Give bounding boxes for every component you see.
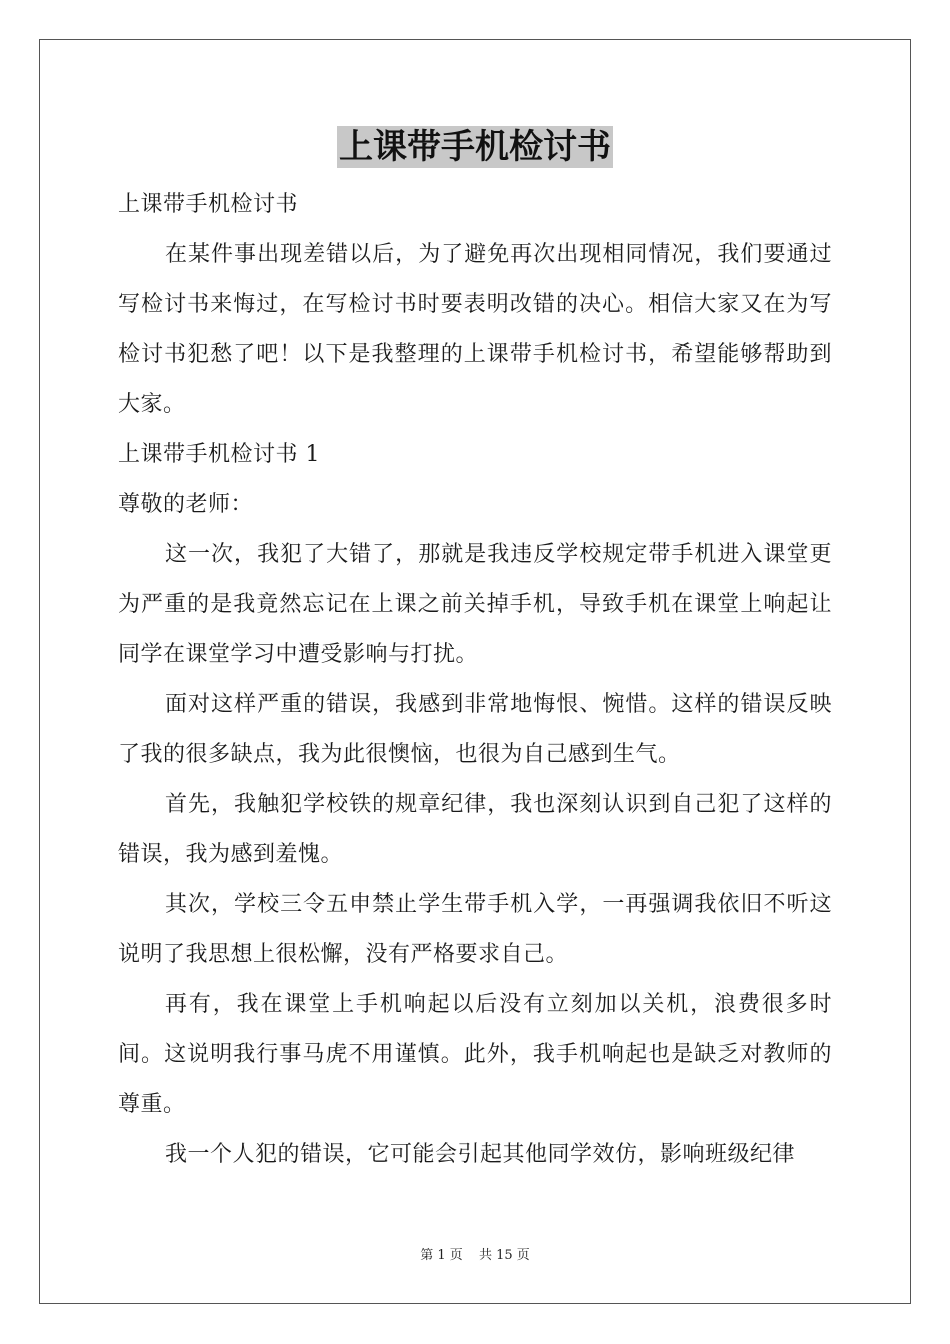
document-body [118,180,832,1180]
paragraph-body: 再有，我在课堂上手机响起以后没有立刻加以关机，浪费很多时间。这说明我行事马虎不用谨慎。此外，我手机响起也是缺乏对教师的尊重。 [118,992,832,1117]
paragraph-body: 我一个人犯的错误，它可能会引起其他同学效仿，影响班级纪律 [165,1142,796,1167]
paragraph-heading-1: 上课带手机检讨书 1 [118,442,320,467]
page-total: 共 15 页 [478,1248,530,1263]
paragraph-body: 这一次，我犯了大错了，那就是我违反学校规定带手机进入课堂更为严重的是我竟然忘记在上课之前关掉手机，导致手机在课堂上响起让同学在课堂学习中遭受影响与打扰。 [118,542,832,667]
paragraph-body: 首先，我触犯学校铁的规章纪律，我也深刻认识到自己犯了这样的错误，我为感到羞愧。 [118,792,832,867]
page-footer [0,1247,950,1265]
paragraph-body: 面对这样严重的错误，我感到非常地悔恨、惋惜。这样的错误反映了我的很多缺点，我为此很懊恼，也很为自己感到生气。 [118,692,832,767]
page-number: 第 1 页 [420,1248,463,1263]
title-wrap [0,126,950,168]
paragraph-body: 其次，学校三令五申禁止学生带手机入学，一再强调我依旧不听这说明了我思想上很松懈，没有严格要求自己。 [118,892,832,967]
paragraph-salutation: 尊敬的老师： [118,492,254,517]
paragraph-subtitle: 上课带手机检讨书 [118,192,299,217]
document-title: 上课带手机检讨书 [339,127,611,167]
paragraph-intro: 在某件事出现差错以后，为了避免再次出现相同情况，我们要通过写检讨书来悔过，在写检讨书时要表明改错的决心。相信大家又在为写检讨书犯愁了吧！以下是我整理的上课带手机检讨书，希望能够帮助到大家。 [118,242,832,417]
